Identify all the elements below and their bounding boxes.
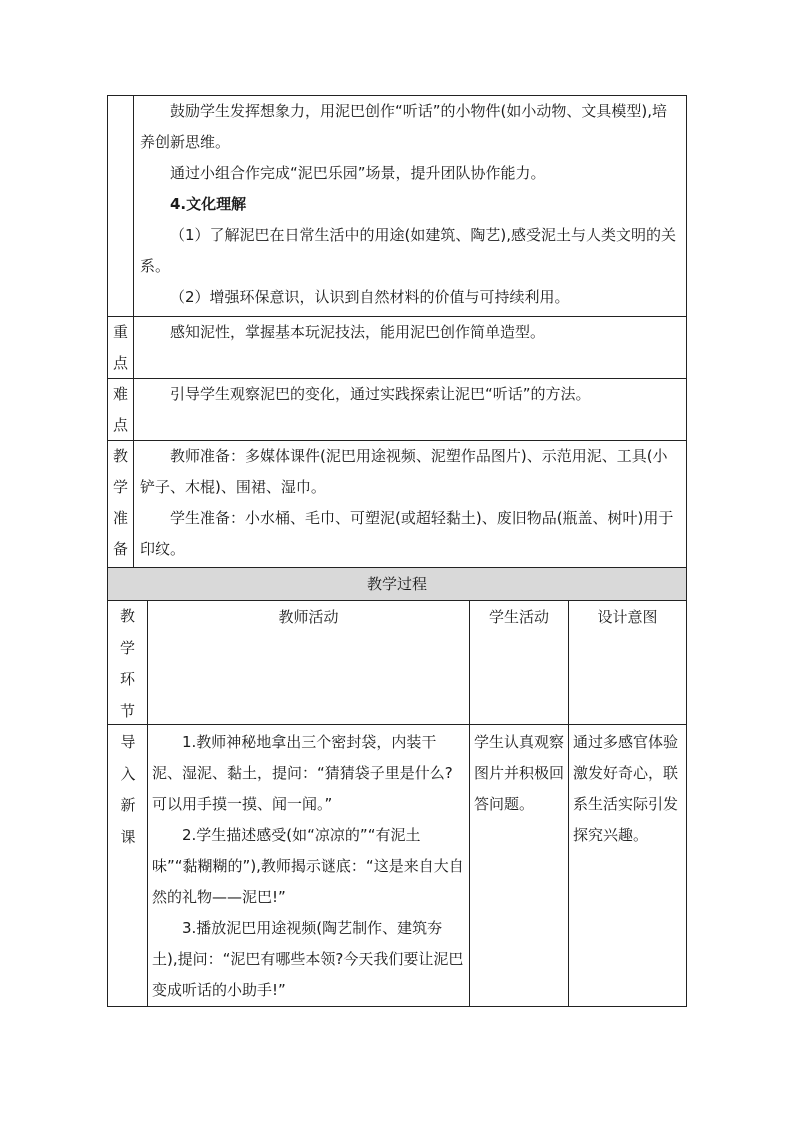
student-activity-text: 学生认真观察图片并积极回答问题。 bbox=[474, 733, 565, 813]
label-char: 备 bbox=[112, 540, 128, 558]
label-char: 点 bbox=[112, 354, 128, 372]
difficult-point-row bbox=[108, 379, 686, 441]
teacher-activity-column bbox=[148, 601, 470, 1006]
teaching-process-table bbox=[107, 567, 687, 1007]
label-char: 教 bbox=[112, 447, 128, 465]
goals-row bbox=[108, 96, 686, 317]
label-char: 难 bbox=[112, 385, 128, 403]
key-point-text: 感知泥性，掌握基本玩泥技法，能用泥巴创作简单造型。 bbox=[170, 323, 546, 341]
stage-char: 新 bbox=[120, 796, 136, 814]
stage-column bbox=[108, 601, 148, 1006]
header-char: 节 bbox=[119, 701, 135, 720]
goal-paragraph: 通过小组合作完成“泥巴乐园”场景，提升团队协作能力。 bbox=[170, 164, 546, 182]
stage-char: 课 bbox=[120, 827, 136, 846]
stage-name bbox=[108, 727, 148, 853]
design-intent-column bbox=[569, 601, 686, 1006]
design-intent-header: 设计意图 bbox=[597, 608, 658, 626]
header-char: 教 bbox=[119, 607, 135, 625]
teacher-preparation-text: 教师准备：多媒体课件(泥巴用途视频、泥塑作品图片)、示范用泥、工具(小铲子、木棍)、围裙、湿巾。 bbox=[140, 447, 668, 496]
stage-char: 入 bbox=[120, 764, 136, 783]
teacher-activity-content bbox=[152, 727, 464, 1006]
preparation-label bbox=[108, 441, 134, 567]
goal-paragraph: （2）增强环保意识，认识到自然材料的价值与可持续利用。 bbox=[170, 288, 570, 306]
section-heading: 4.文化理解 bbox=[170, 195, 247, 213]
teacher-activity-item: 2.学生描述感受(如“凉凉的”“有泥土味”“黏糊糊的”),教师揭示谜底：“这是来自大自然的礼物——泥巴!” bbox=[152, 826, 464, 906]
key-point-label bbox=[108, 317, 134, 378]
goals-content bbox=[134, 96, 686, 316]
header-char: 学 bbox=[119, 638, 135, 657]
student-activity-column bbox=[470, 601, 569, 1006]
goal-paragraph: 鼓励学生发挥想象力，用泥巴创作“听话”的小物件(如小动物、文具模型),培养创新思维。 bbox=[140, 102, 668, 151]
teacher-activity-item: 1.教师神秘地拿出三个密封袋，内装干泥、湿泥、黏土，提问：“猜猜袋子里是什么?可以用手摸一摸、闻一闻。” bbox=[152, 733, 453, 813]
preparation-row bbox=[108, 441, 686, 567]
label-char: 学 bbox=[112, 478, 128, 496]
difficult-point-label bbox=[108, 379, 134, 440]
goals-label-cell bbox=[108, 96, 134, 316]
stage-char: 导 bbox=[120, 733, 136, 751]
key-point-row bbox=[108, 317, 686, 379]
student-preparation-text: 学生准备：小水桶、毛巾、可塑泥(或超轻黏土)、废旧物品(瓶盖、树叶)用于印纹。 bbox=[140, 509, 674, 558]
teacher-activity-header: 教师活动 bbox=[278, 608, 339, 626]
stage-header bbox=[108, 601, 147, 727]
goal-paragraph: （1）了解泥巴在日常生活中的用途(如建筑、陶艺),感受泥土与人类文明的关系。 bbox=[140, 226, 677, 275]
label-char: 准 bbox=[112, 509, 128, 527]
label-char: 点 bbox=[112, 416, 128, 434]
teacher-activity-item: 3.播放泥巴用途视频(陶艺制作、建筑夯土),提问：“泥巴有哪些本领?今天我们要让泥巴变成听话的小助手!” bbox=[152, 919, 464, 999]
student-activity-header: 学生活动 bbox=[488, 608, 549, 626]
label-char: 重 bbox=[112, 323, 128, 341]
process-title: 教学过程 bbox=[108, 568, 686, 601]
header-char: 环 bbox=[119, 670, 135, 688]
objectives-table bbox=[107, 95, 687, 567]
design-intent-text: 通过多感官体验激发好奇心，联系生活实际引发探究兴趣。 bbox=[573, 733, 679, 844]
row-divider bbox=[108, 724, 686, 725]
difficult-point-text: 引导学生观察泥巴的变化，通过实践探索让泥巴“听话”的方法。 bbox=[170, 385, 591, 403]
